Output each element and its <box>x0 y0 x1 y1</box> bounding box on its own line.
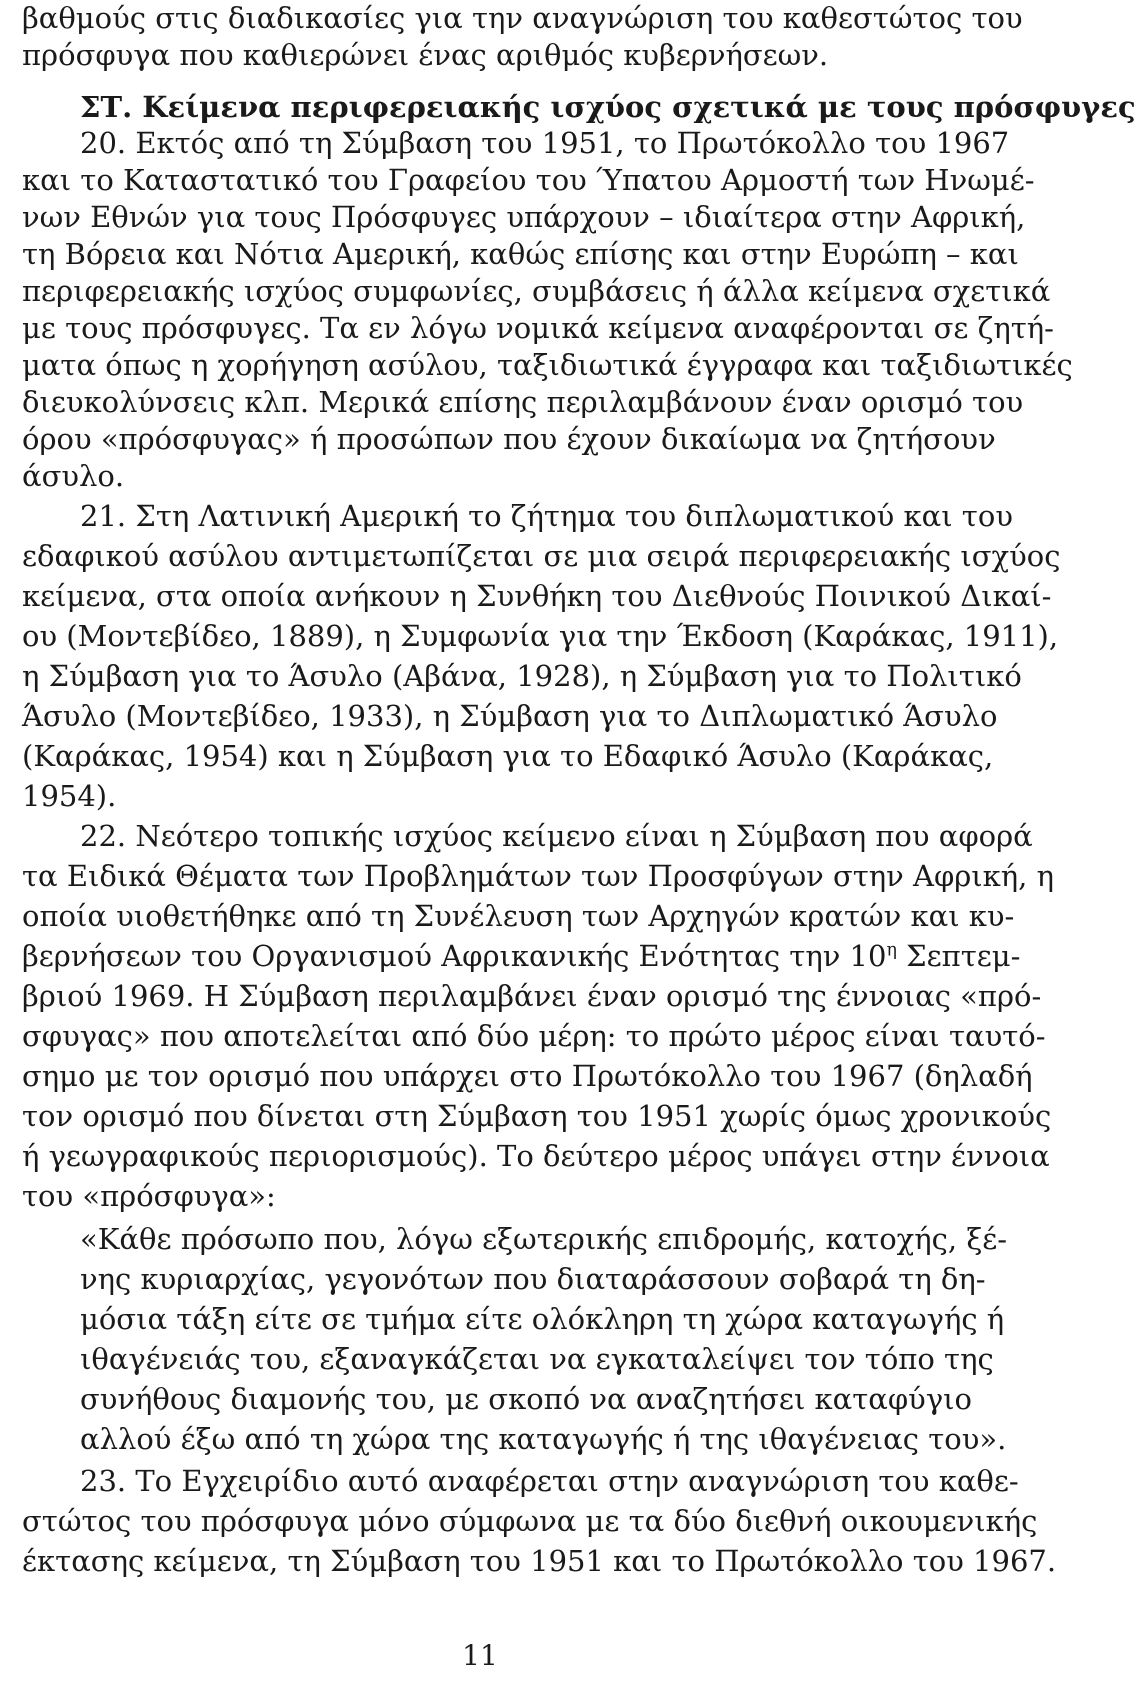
paragraph-22-line: σημο με τον ορισμό που υπάρχει στο Πρωτόκολλο του 1967 (δηλαδή <box>22 1059 1033 1093</box>
quote-line: συνήθους διαμονής του, με σκοπό να αναζητήσει καταφύγιο <box>80 1382 972 1416</box>
paragraph-22-line-text: βερνήσεων του Οργανισμού Αφρικανικής Ενότητας την 10 <box>22 939 887 973</box>
quote-line: νης κυριαρχίας, γεγονότων που διαταράσσουν σοβαρά τη δη- <box>80 1262 986 1296</box>
paragraph-21-line: η Σύμβαση για το Άσυλο (Αβάνα, 1928), η Σύμβαση για το Πολιτικό <box>22 659 1022 693</box>
paragraph-20-line: περιφερειακής ισχύος συμφωνίες, συμβάσεις ή άλλα κείμενα σχετικά <box>22 274 1051 308</box>
text-line: πρόσφυγα που καθιερώνει ένας αριθμός κυβερνήσεων. <box>22 38 829 72</box>
quote-line: ιθαγένειάς του, εξαναγκάζεται να εγκαταλείψει τον τόπο της <box>80 1342 994 1376</box>
paragraph-21-line: (Καράκας, 1954) και η Σύμβαση για το Εδαφικό Άσυλο (Καράκας, <box>22 739 994 773</box>
paragraph-23-line: έκτασης κείμενα, τη Σύμβαση του 1951 και το Πρωτόκολλο του 1967. <box>22 1544 1057 1578</box>
paragraph-22-line: οποία υιοθετήθηκε από τη Συνέλευση των Αρχηγών κρατών και κυ- <box>22 899 1015 933</box>
quote-line: μόσια τάξη είτε σε τμήμα είτε ολόκληρη τη χώρα καταγωγής ή <box>80 1302 1005 1336</box>
paragraph-20-line: διευκολύνσεις κλπ. Μερικά επίσης περιλαμβάνουν έναν ορισμό του <box>22 385 1024 419</box>
ordinal-superscript: η <box>886 940 897 961</box>
paragraph-20-line: όρου «πρόσφυγας» ή προσώπων που έχουν δικαίωμα να ζητήσουν <box>22 422 996 456</box>
text-line: βαθμούς στις διαδικασίες για την αναγνώριση του καθεστώτος του <box>22 1 1023 35</box>
paragraph-20-line: με τους πρόσφυγες. Τα εν λόγω νομικά κείμενα αναφέρονται σε ζητή- <box>22 311 1054 345</box>
quote-line: αλλού έξω από τη χώρα της καταγωγής ή της ιθαγένειας του». <box>80 1422 1007 1456</box>
paragraph-21-line: ου (Μοντεβίδεο, 1889), η Συμφωνία για την Έκδοση (Καράκας, 1911), <box>22 619 1059 653</box>
paragraph-20-line: 20. Εκτός από τη Σύμβαση του 1951, το Πρωτόκολλο του 1967 <box>80 126 1010 160</box>
paragraph-22-line: ή γεωγραφικούς περιορισμούς). Το δεύτερο μέρος υπάγει στην έννοια <box>22 1139 1050 1173</box>
paragraph-21-line: εδαφικού ασύλου αντιμετωπίζεται σε μια σειρά περιφερειακής ισχύος <box>22 539 1061 573</box>
paragraph-23-line: 23. Το Εγχειρίδιο αυτό αναφέρεται στην αναγνώριση του καθε- <box>80 1464 1019 1498</box>
page-number: 11 <box>462 1639 498 1672</box>
paragraph-20-line: και το Καταστατικό του Γραφείου του Ύπατου Αρμοστή των Ηνωμέ- <box>22 163 1035 197</box>
paragraph-22-line-tail: Σεπτεμ- <box>896 939 1021 973</box>
paragraph-22-line: τον ορισμό που δίνεται στη Σύμβαση του 1951 χωρίς όμως χρονικούς <box>22 1099 1052 1133</box>
paragraph-22-line: σφυγας» που αποτελείται από δύο μέρη: το πρώτο μέρος είναι ταυτό- <box>22 1019 1046 1053</box>
paragraph-21-line: 1954). <box>22 779 117 813</box>
paragraph-23-line: στώτος του πρόσφυγα μόνο σύμφωνα με τα δύο διεθνή οικουμενικής <box>22 1504 1038 1538</box>
paragraph-20-line: νων Εθνών για τους Πρόσφυγες υπάρχουν – ιδιαίτερα στην Αφρική, <box>22 200 1026 234</box>
paragraph-22-line-head: β <box>22 979 39 1013</box>
quote-line: «Κάθε πρόσωπο που, λόγω εξωτερικής επιδρομής, κατοχής, ξέ- <box>80 1222 1008 1256</box>
paragraph-22-line-text: ριού 1969. Η Σύμβαση περιλαμβάνει έναν ορισμό της έννοιας «πρό- <box>38 979 1042 1013</box>
paragraph-21-line: Άσυλο (Μοντεβίδεο, 1933), η Σύμβαση για το Διπλωματικό Άσυλο <box>22 699 998 733</box>
paragraph-20-line: άσυλο. <box>22 459 125 493</box>
section-heading: ΣΤ. Κείμενα περιφερειακής ισχύος σχετικά με τους πρόσφυγες <box>80 90 1136 124</box>
paragraph-20-line: ματα όπως η χορήγηση ασύλου, ταξιδιωτικά έγγραφα και ταξιδιωτικές <box>22 348 1073 382</box>
paragraph-20-line: τη Βόρεια και Νότια Αμερική, καθώς επίσης και στην Ευρώπη – και <box>22 237 1019 271</box>
paragraph-22-line: του «πρόσφυγα»: <box>22 1179 276 1213</box>
paragraph-22-line: 22. Νεότερο τοπικής ισχύος κείμενο είναι η Σύμβαση που αφορά <box>80 819 1033 853</box>
paragraph-22-line: τα Ειδικά Θέματα των Προβλημάτων των Προσφύγων στην Αφρική, η <box>22 859 1054 893</box>
paragraph-21-line: 21. Στη Λατινική Αμερική το ζήτημα του διπλωματικού και του <box>80 499 1013 533</box>
paragraph-21-line: κείμενα, στα οποία ανήκουν η Συνθήκη του Διεθνούς Ποινικού Δικαί- <box>22 579 1052 613</box>
